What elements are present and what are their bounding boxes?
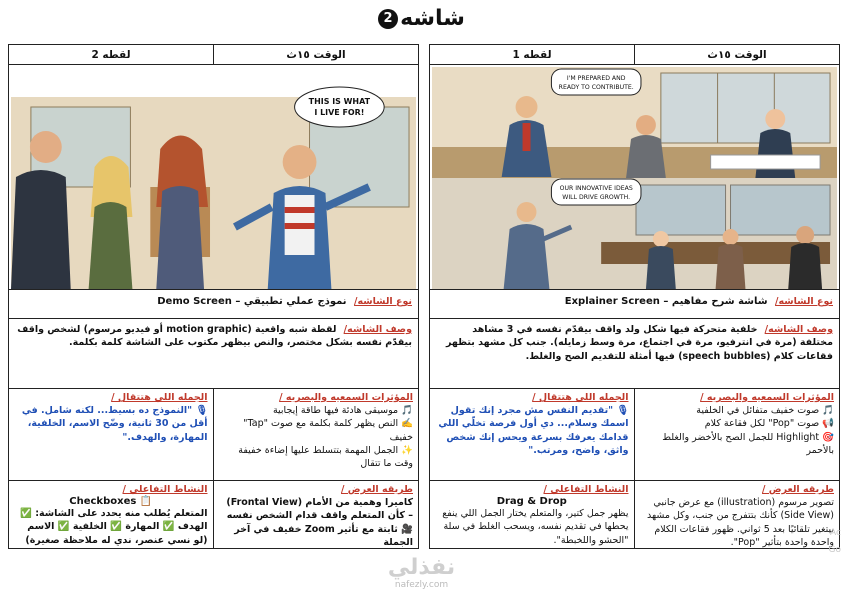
shot-2-effect-3: ✨ الجمل المهمة بتتسلط عليها إضاءة خفيفة وقت ما تتقال xyxy=(238,444,413,470)
shot-2-illustration xyxy=(11,67,416,289)
shot-2-activity-label: النشاط التفاعلي / xyxy=(122,484,208,495)
page-title-number: 2 xyxy=(378,9,398,29)
shot-2-screen-type-row xyxy=(9,289,418,318)
shot-1-sentence-text: 🎙 "تقديم النفس مش مجرد إنك تقول اسمك وسلام... دي أول فرصة تخلّي اللي قدامك يعرفك بسرعة ويحس إنك شخص واثق، واضح، ومرتب." xyxy=(438,405,629,456)
shot-2-header xyxy=(9,45,418,65)
shot-1-panel xyxy=(429,44,840,549)
shot-2-bubble-line-1: THIS IS WHAT xyxy=(308,96,371,107)
shot-1-illustration xyxy=(432,67,837,289)
shot-2-shot-label: لقطه 2 xyxy=(9,45,214,64)
shot-2-method-text: كاميرا وهمية من الأمام (Frontal View) – كأن المتعلم واقف قدام الشخص نفسه 🎥 ثابتة مع تأثير Zoom خفيف في آخر الجملة xyxy=(226,497,413,548)
shot-2-description-text: لقطة شبه واقعية (motion graphic أو فيديو مرسوم) لشخص واقف بيقدّم نفسه بشكل مختصر، والنص بيظهر مكتوب على الشاشة كلمة بكلمة. xyxy=(17,324,412,349)
shot-2-bubble-line-2: I LIVE FOR! xyxy=(314,107,365,118)
shot-2-sentence-text: 🎙 "النموذج ده بسيط... لكنه شامل. في أقل من 30 ثانية، وضّح الاسم، الخلفية، المهارة، والهدف." xyxy=(21,405,208,443)
shot-2-panel xyxy=(8,44,419,549)
shot-1-activity-title: Drag & Drop xyxy=(496,496,567,507)
shot-2-time-label: الوقت ١٥ث xyxy=(286,48,346,61)
shot-1-method-text: تصوير مرسوم (illustration) مع عرض جانبي (Side View) كأنك بتتفرج من جنب، وكل مشهد بيتغير تلقائيًا بعد 5 ثواني. ظهور فقاعات الكلام واحدة واحدة بتأثير "Pop". xyxy=(647,497,834,548)
shot-1-sentence-cell xyxy=(430,389,635,480)
shot-1-shot-label: لقطه 1 xyxy=(430,45,635,64)
page-title-wrap xyxy=(0,6,843,31)
shot-1-screen-type-label: نوع الشاشه/ xyxy=(775,296,833,307)
edge-text-bottom: Go xyxy=(828,545,841,555)
shot-1-effects-cell xyxy=(635,389,840,480)
shot-2-screen-type xyxy=(9,290,418,313)
shot-2-effects-label: المؤثرات السمعيه والبصريه / xyxy=(279,392,413,403)
shot-2-sentence-cell xyxy=(9,389,214,480)
shot-1-time-label: الوقت ١٥ث xyxy=(707,48,767,61)
shot-1-sentence-label: الجمله اللي هتتقال / xyxy=(532,392,629,403)
shot-2-effects-cell xyxy=(214,389,419,480)
shot-1-bubble-bottom-2: WILL DRIVE GROWTH. xyxy=(562,193,631,202)
shot-2-audio-row xyxy=(9,388,418,480)
shot-1-effects-label: المؤثرات السمعيه والبصريه / xyxy=(700,392,834,403)
watermark-brand: نفذلي xyxy=(387,555,456,580)
shot-2-screen-type-label: نوع الشاشه/ xyxy=(354,296,412,307)
shot-1-effect-1: 🎵 صوت خفيف متفائل في الخلفية xyxy=(696,405,834,416)
shot-2-activity-title: 📋 Checkboxes xyxy=(69,496,153,507)
shot-1-activity-text: يظهر جمل كتير، والمتعلم يختار الجمل اللي ينفع يحطها في تقديم نفسه، ويسحب الغلط في سلة "الحشو واللخبطة". xyxy=(442,508,629,546)
shot-2-method-label: طريقه العرض / xyxy=(341,484,413,495)
shot-1-method-label: طريقه العرض / xyxy=(762,484,834,495)
shot-2-effect-2: ✍️ النص يظهر كلمة بكلمة مع صوت "Tap" خفيف xyxy=(243,418,413,443)
shot-1-description-row xyxy=(430,318,839,388)
shot-1-bubble-top-1: I'M PREPARED AND xyxy=(566,74,626,83)
shot-2-screen-type-value: نموذج عملي تطبيقي – Demo Screen xyxy=(157,296,347,307)
shot-1-screen-type-row xyxy=(430,289,839,318)
shot-1-description-text: خلفية متحركة فيها شكل ولد واقف بيقدّم نفسه في 3 مشاهد مختلفة (مرة في انترفيو، مرة في اجتماع، مرة وسط زمايله). جنب كل مشهد بتظهر فقاعات كلام (speech bubbles) فيها أمثلة للتقديم الصح والغلط. xyxy=(445,324,833,362)
page-title-text: شاشه xyxy=(400,6,465,31)
shot-1-activity-label: النشاط التفاعلي / xyxy=(543,484,629,495)
shot-1-effect-3: 🎯 Highlight للجمل الصح بالأخضر والغلط بالأحمر xyxy=(662,431,834,456)
shot-1-header xyxy=(430,45,839,65)
shot-2-method-cell xyxy=(214,481,419,549)
shot-1-activity-cell xyxy=(430,481,635,549)
shot-1-scene-svg xyxy=(432,67,837,289)
shot-2-method-row xyxy=(9,480,418,549)
shot-2-effect-1: 🎵 موسيقى هادئة فيها طاقة إيجابية xyxy=(272,405,413,416)
shot-2-description-row xyxy=(9,318,418,388)
shot-2-description xyxy=(9,319,418,354)
shot-1-method-row xyxy=(430,480,839,549)
shot-1-method-cell xyxy=(635,481,840,549)
shot-1-bubble-top-2: READY TO CONTRIBUTE. xyxy=(558,83,634,92)
shot-1-screen-type xyxy=(430,290,839,313)
shot-1-bubble-bottom-1: OUR INNOVATIVE IDEAS xyxy=(559,184,633,193)
shot-2-sentence-label: الجمله اللي هتتقال / xyxy=(111,392,208,403)
shot-2-activity-cell xyxy=(9,481,214,549)
page-title xyxy=(378,6,465,31)
watermark xyxy=(0,555,843,590)
shot-2-description-label: وصف الشاشه/ xyxy=(343,324,412,335)
shot-2-scene-svg xyxy=(11,67,416,289)
watermark-domain: nafezly.com xyxy=(394,580,449,590)
edge-text-top: Ac xyxy=(830,528,841,538)
shot-1-description-label: وصف الشاشه/ xyxy=(764,324,833,335)
shot-1-audio-row xyxy=(430,388,839,480)
shot-2-activity-text: المتعلم يُطلب منه يحدد على الشاشة: ✅ الهدف ✅ المهارة ✅ الخلفية ✅ الاسم (لو نسي عنصر، ندي له ملاحظة صغيرة) xyxy=(20,508,208,546)
shot-1-effect-2: 📢 صوت "Pop" لكل فقاعة كلام xyxy=(704,418,834,430)
shot-1-description xyxy=(430,319,839,367)
shot-1-screen-type-value: شاشة شرح مفاهيم – Explainer Screen xyxy=(564,296,768,307)
